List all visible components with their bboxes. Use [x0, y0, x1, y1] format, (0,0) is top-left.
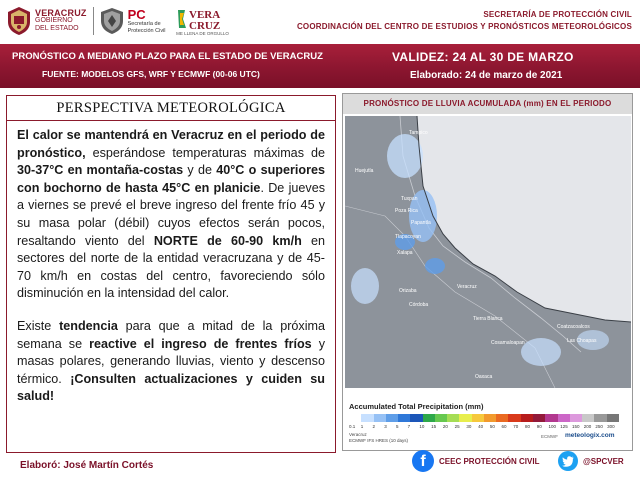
- rain-patch-west: [351, 268, 379, 304]
- legend-swatch: [582, 414, 594, 422]
- gov-logo-line3: DEL ESTADO: [35, 25, 79, 32]
- perspective-panel: [6, 95, 336, 453]
- legend-source-region: Veracruz: [349, 432, 367, 437]
- legend-swatch: [558, 414, 570, 422]
- heading-divider: [7, 120, 335, 121]
- legend-swatch: [545, 414, 557, 422]
- rain-patch-south: [521, 338, 561, 366]
- city-label: Oaxaca: [475, 374, 493, 380]
- veracruz-government-logo: [6, 6, 87, 36]
- legend-tick-label: 70: [513, 424, 519, 429]
- city-label: Tierra Blanca: [473, 316, 503, 322]
- text-run: en sectores del norte de la entidad veracruzana y de 45-70 km/h en costas del centro, favoreciendo sólo disminución en la intensidad del calor.: [17, 233, 325, 301]
- legend-swatch: [374, 414, 386, 422]
- veracruz-wordmark-line1: VERA: [188, 8, 220, 21]
- meteologix-brand: meteologix.com: [565, 432, 615, 439]
- legend-tick-label: 15: [431, 424, 437, 429]
- gov-logo-line1: VERACRUZ: [35, 8, 87, 18]
- text-run: tendencia: [59, 318, 118, 333]
- civil-protection-shield-icon: [100, 7, 124, 35]
- legend-tick-label: 7: [407, 424, 411, 429]
- gov-logo-line2: GOBIERNO: [35, 17, 73, 24]
- twitter-icon[interactable]: [558, 451, 578, 471]
- text-run: esperándose temperaturas máximas de: [85, 145, 325, 160]
- legend-tick-label: 20: [442, 424, 448, 429]
- legend-tick-label: 60: [501, 424, 507, 429]
- legend-swatch: [570, 414, 582, 422]
- forecast-elaborated-date: Elaborado: 24 de marzo de 2021: [410, 70, 563, 81]
- pc-logo-line1: Secretaría de: [127, 20, 161, 27]
- legend-swatch: [607, 414, 619, 422]
- legend-tick-label: 200: [583, 424, 592, 429]
- text-run: reactive el ingreso de frentes fríos: [89, 336, 312, 351]
- forecast-source: FUENTE: MODELOS GFS, WRF Y ECMWF (00-06 UTC): [42, 69, 260, 79]
- legend-tick-label: 0.1: [349, 424, 356, 429]
- text-run: NORTE de 60-90 km/h: [153, 233, 302, 248]
- legend-swatch: [533, 414, 545, 422]
- twitter-handle[interactable]: @SPCVER: [583, 457, 624, 466]
- legend-tick-label: 3: [384, 424, 387, 429]
- legend-color-bar: [349, 414, 619, 422]
- legend-swatch: [484, 414, 496, 422]
- city-label: Tlapacoyan: [395, 234, 421, 240]
- text-run: y masas polares, generando lluvias, viento y descenso térmico.: [17, 336, 325, 386]
- legend-swatch: [521, 414, 533, 422]
- legend-tick-label: 90: [536, 424, 542, 429]
- map-title: PRONÓSTICO DE LLUVIA ACUMULADA (mm) EN EL PERIODO: [343, 94, 632, 114]
- author-credit: Elaboró: José Martín Cortés: [20, 460, 154, 471]
- legend-tick-label: 50: [489, 424, 495, 429]
- perspective-heading: PERSPECTIVA METEOROLÓGICA: [56, 100, 286, 116]
- legend-swatch: [349, 414, 361, 422]
- legend-swatch: [594, 414, 606, 422]
- pc-logo-line2: Protección Civil: [127, 27, 166, 34]
- veracruz-slogan: ME LLENA DE ORGULLO: [176, 30, 229, 36]
- facebook-icon[interactable]: f: [412, 450, 434, 472]
- legend-tick-label: 250: [595, 424, 603, 429]
- title-bar: [0, 44, 640, 88]
- legend-swatch: [496, 414, 508, 422]
- legend-tick-label: 1: [360, 424, 364, 429]
- forecast-title: PRONÓSTICO A MEDIANO PLAZO PARA EL ESTADO DE VERACRUZ: [12, 51, 323, 62]
- legend-source-model: ECMWF IFS HRES (10 days): [349, 438, 409, 443]
- legend-swatch: [508, 414, 520, 422]
- ecmwf-logo: ECMWF: [541, 434, 558, 439]
- state-seal-icon: [6, 6, 32, 36]
- legend-swatch: [410, 414, 422, 422]
- city-label: Tuxpan: [401, 196, 418, 202]
- text-run: . De jueves a viernes se prevé el breve ingreso del frente frío 45 y su masa polar (débil) cuyos efectos serán pocos, resaltando viento del: [17, 180, 325, 248]
- legend-tick-label: 100: [548, 424, 556, 429]
- city-label: Córdoba: [409, 302, 429, 308]
- text-run: 30-37°C en montaña-costas: [17, 163, 184, 178]
- perspective-paragraph-1: [17, 127, 325, 303]
- city-label: Cosamaloapan: [491, 340, 525, 346]
- city-label: Poza Rica: [395, 208, 418, 214]
- legend-swatch: [459, 414, 471, 422]
- facebook-link[interactable]: CEEC PROTECCIÓN CIVIL: [439, 457, 540, 466]
- legend-swatch: [386, 414, 398, 422]
- legend-tick-label: 125: [560, 424, 568, 429]
- legend-tick-label: 40: [478, 424, 484, 429]
- city-label: Tampico: [409, 130, 428, 136]
- legend-ticks: [349, 424, 619, 429]
- legend-swatch: [423, 414, 435, 422]
- city-label: Orizaba: [399, 288, 417, 294]
- city-label: Coatzacoalcos: [557, 324, 590, 330]
- legend-tick-label: 10: [419, 424, 425, 429]
- veracruz-brand-logo: [174, 7, 232, 36]
- perspective-paragraph-2: [17, 318, 325, 406]
- city-label: Xalapa: [397, 250, 413, 256]
- text-run: para que a mitad de la próxima semana se: [17, 318, 325, 351]
- legend-title: Accumulated Total Precipitation (mm): [349, 402, 484, 411]
- legend-swatch: [435, 414, 447, 422]
- legend-tick-label: 30: [466, 424, 472, 429]
- legend-tick-label: 150: [571, 424, 580, 429]
- header-logos: [6, 4, 232, 38]
- rain-patch-central: [425, 258, 445, 274]
- legend-tick-label: 2: [372, 424, 375, 429]
- text-run: El calor se mantendrá en Veracruz en el periodo de pronóstico,: [17, 128, 325, 160]
- precipitation-map-panel: [342, 93, 633, 451]
- map-graphic: [345, 116, 631, 388]
- rain-patch-north: [387, 134, 423, 178]
- city-label: Huejutla: [355, 168, 374, 174]
- text-run: y de: [183, 163, 217, 178]
- coordinacion-title: COORDINACIÓN DEL CENTRO DE ESTUDIOS Y PRONÓSTICOS METEOROLÓGICOS: [296, 22, 632, 31]
- text-run: Existe: [17, 318, 60, 333]
- text-run: 40°C o superiores con bochorno de hasta 45°C en planicie: [17, 163, 325, 195]
- pc-logo-title: PC: [127, 6, 146, 22]
- city-label: Veracruz: [457, 284, 477, 290]
- text-run: ¡Consulten actualizaciones y cuiden su salud!: [17, 371, 325, 404]
- veracruz-wordmark-icon: [175, 7, 231, 31]
- forecast-validity: VALIDEZ: 24 AL 30 DE MARZO: [392, 50, 574, 64]
- legend-tick-label: 25: [454, 424, 460, 429]
- legend-swatch: [472, 414, 484, 422]
- legend-tick-label: 5: [395, 424, 399, 429]
- precipitation-map: [345, 116, 631, 388]
- veracruz-wordmark-line2: CRUZ: [188, 19, 220, 31]
- logo-divider: [93, 7, 94, 35]
- legend-swatch: [447, 414, 459, 422]
- legend-swatch: [398, 414, 410, 422]
- legend-tick-label: 300: [607, 424, 615, 429]
- secretaria-title: SECRETARÍA DE PROTECCIÓN CIVIL: [483, 10, 632, 19]
- legend-swatch: [361, 414, 373, 422]
- legend-tick-label: 80: [525, 424, 531, 429]
- city-label: Las Choapas: [567, 338, 597, 344]
- city-label: Papantla: [411, 220, 431, 226]
- precipitation-legend: [345, 390, 631, 450]
- header-agency: [297, 9, 632, 33]
